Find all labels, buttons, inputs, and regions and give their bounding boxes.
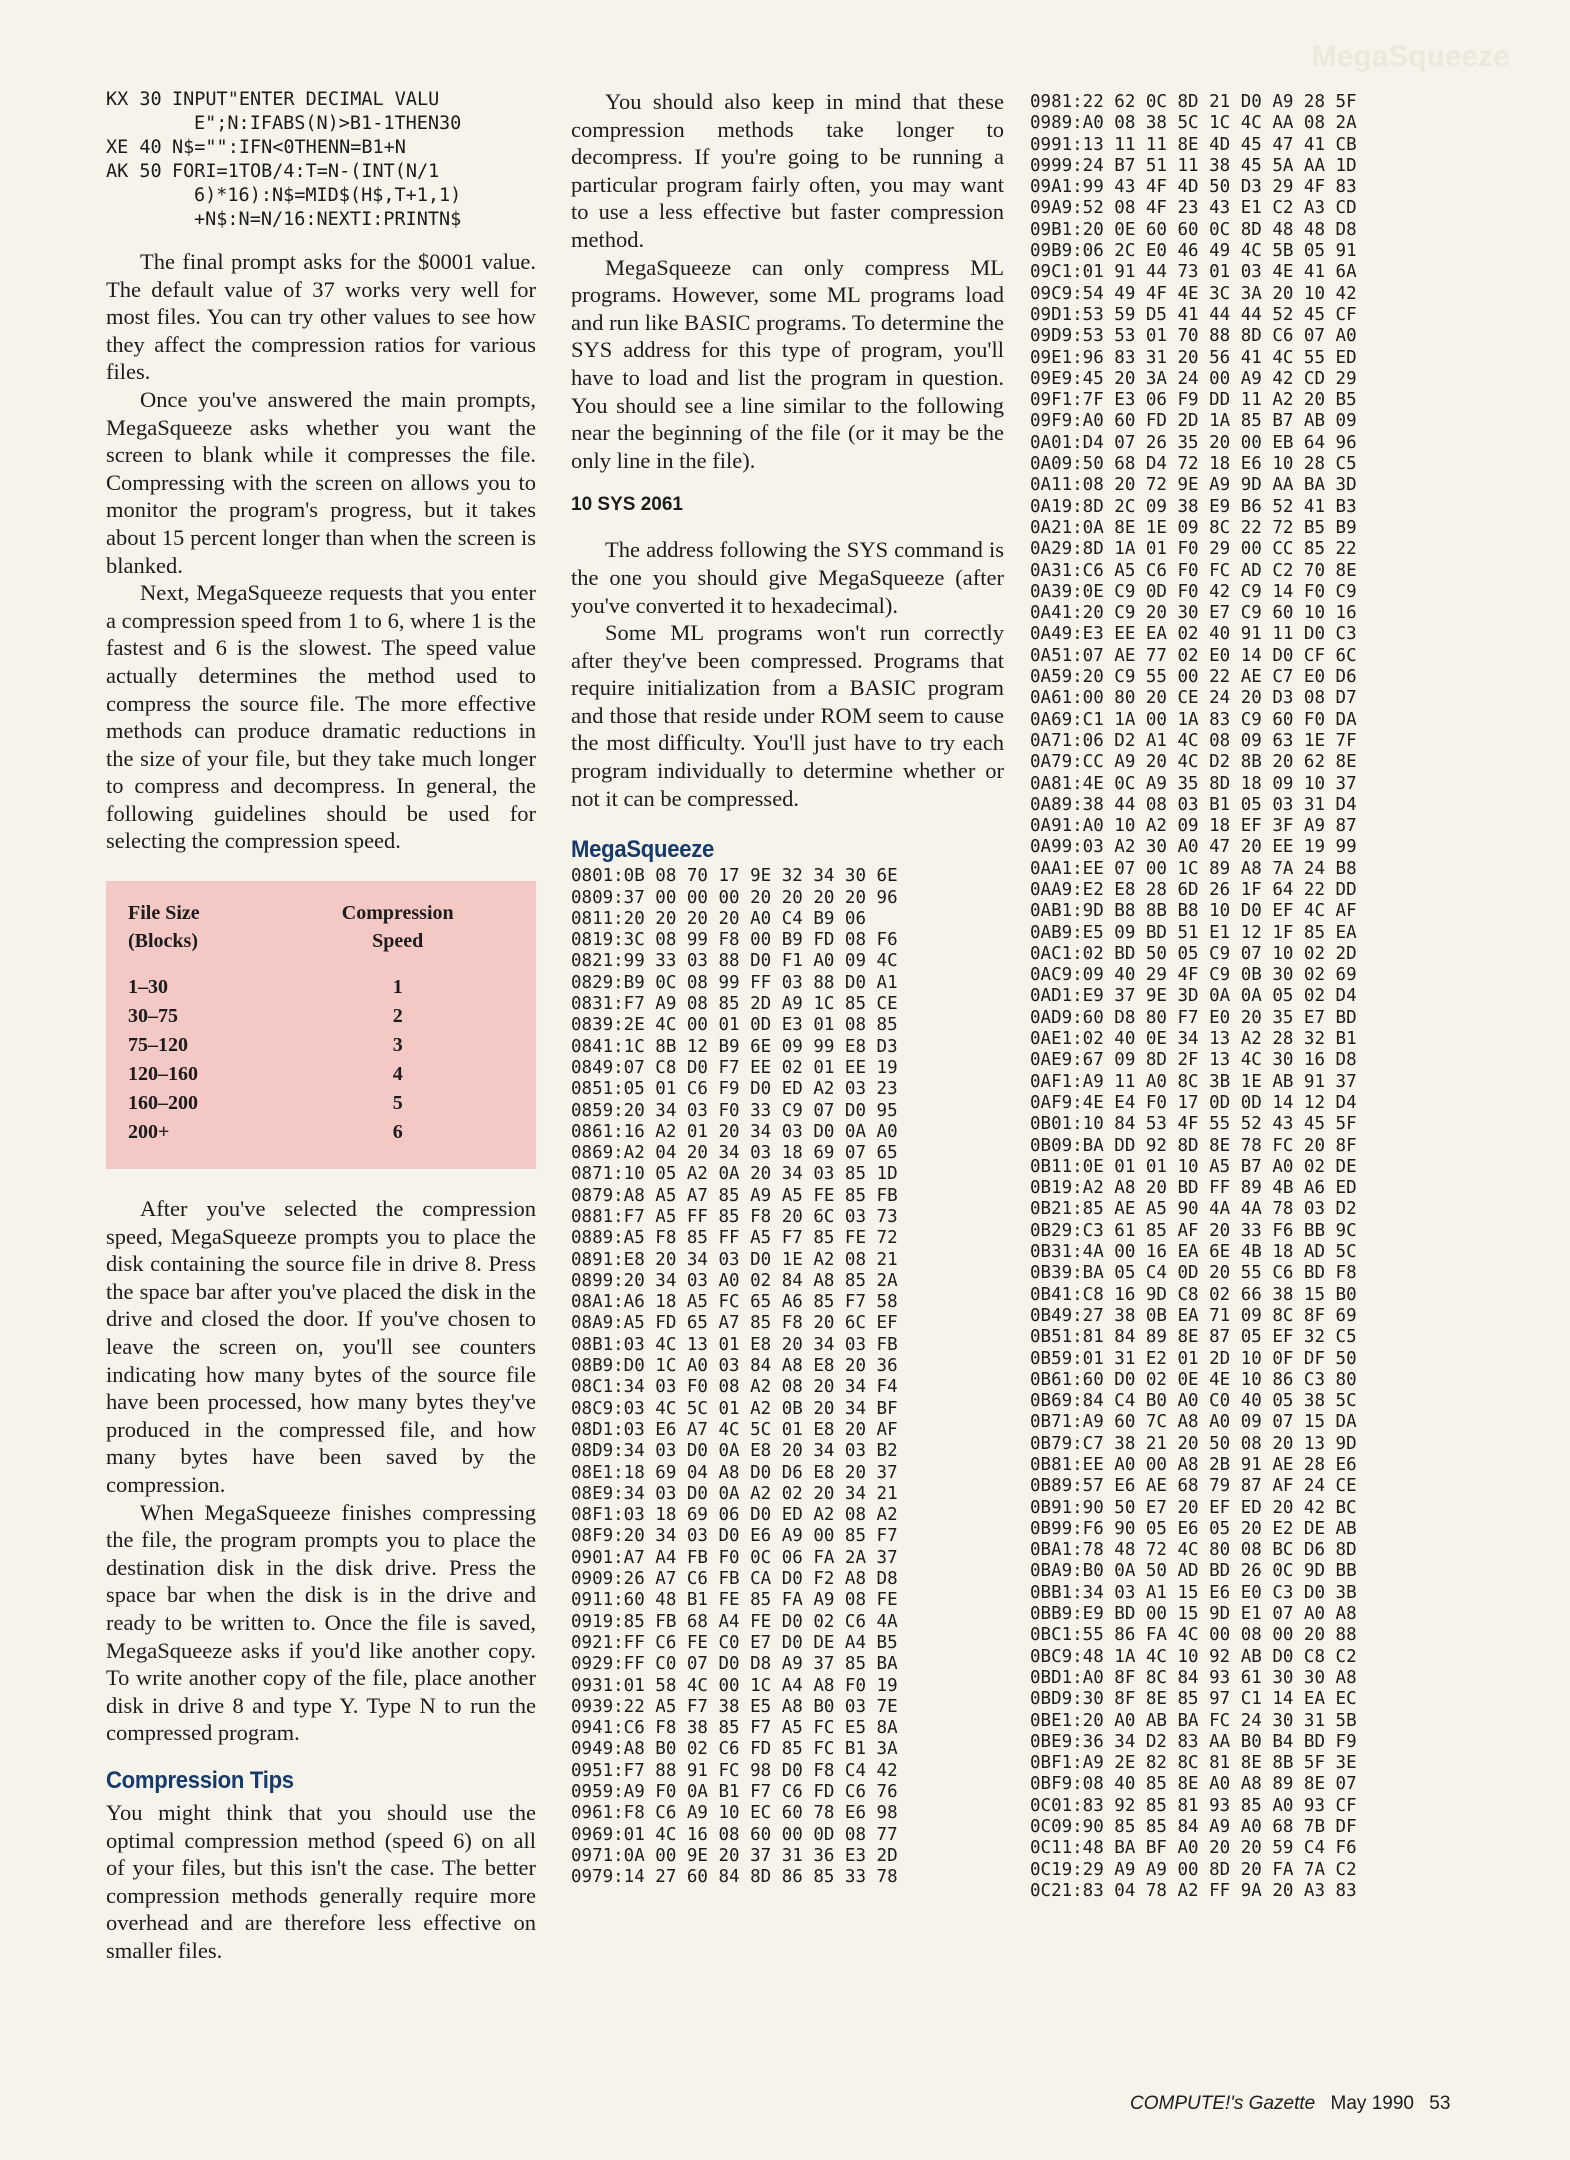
listing-code: +N$:N=N/16:NEXTI:PRINTN$ xyxy=(194,209,462,230)
hex-line: 0A71:06 D2 A1 4C 08 09 63 1E 7F xyxy=(1030,730,1357,751)
paragraph: The final prompt asks for the $0001 value. The default value of 37 works very well for most files. You can try other values to see how they affect the compression ratios for various files. xyxy=(106,249,536,385)
hex-line: 0861:16 A2 01 20 34 03 D0 0A A0 xyxy=(571,1121,898,1142)
hex-line: 0BB1:34 03 A1 15 E6 E0 C3 D0 3B xyxy=(1030,1582,1357,1603)
speed-cell: 2 xyxy=(392,1005,403,1028)
hex-line: 0A51:07 AE 77 02 E0 14 D0 CF 6C xyxy=(1030,645,1357,666)
paragraph: After you've selected the compression speed, MegaSqueeze prompts you to place the disk containing the source file in drive 8. Press the space bar after you've placed the disk in the drive and closed the door. If you've chosen to leave the screen on, you'll see counters indicating how many bytes of the source file have been processed, how many bytes they've produced in the compressed file, and how many bytes have been saved by the compression. xyxy=(106,1196,536,1497)
hex-line: 09A9:52 08 4F 23 43 E1 C2 A3 CD xyxy=(1030,198,1357,219)
hex-line: 0AF9:4E E4 F0 17 0D 0D 14 12 D4 xyxy=(1030,1092,1357,1113)
hex-line: 09C1:01 91 44 73 01 03 4E 41 6A xyxy=(1030,262,1357,283)
hex-line: 08F9:20 34 03 D0 E6 A9 00 85 F7 xyxy=(571,1526,898,1547)
hex-line: 0AD9:60 D8 80 F7 E0 20 35 E7 BD xyxy=(1030,1007,1357,1028)
table-row xyxy=(128,1060,516,1089)
hex-line: 0C21:83 04 78 A2 FF 9A 20 A3 83 xyxy=(1030,1880,1357,1901)
hex-line: 0BC1:55 86 FA 4C 00 08 00 20 88 xyxy=(1030,1625,1357,1646)
table-row xyxy=(128,973,516,1002)
listing-line xyxy=(106,160,536,184)
file-size-cell: 75–120 xyxy=(128,1034,188,1057)
hex-line: 0AF1:A9 11 A0 8C 3B 1E AB 91 37 xyxy=(1030,1071,1357,1092)
hex-line: 0BD9:30 8F 8E 85 97 C1 14 EA EC xyxy=(1030,1689,1357,1710)
speed-table-box xyxy=(106,881,536,1169)
article-body-part3 xyxy=(571,88,1004,474)
tips-body xyxy=(106,1799,536,1965)
heading-compression-tips: Compression Tips xyxy=(106,1766,294,1794)
hex-line: 08A1:A6 18 A5 FC 65 A6 85 F7 58 xyxy=(571,1292,898,1313)
file-size-cell: 120–160 xyxy=(128,1063,198,1086)
hex-line: 0A61:00 80 20 CE 24 20 D3 08 D7 xyxy=(1030,688,1357,709)
hex-line: 08B1:03 4C 13 01 E8 20 34 03 FB xyxy=(571,1334,898,1355)
hex-line: 0901:A7 A4 FB F0 0C 06 FA 2A 37 xyxy=(571,1547,898,1568)
table-row xyxy=(128,1118,516,1147)
hex-line: 0999:24 B7 51 11 38 45 5A AA 1D xyxy=(1030,155,1357,176)
hex-line: 0B29:C3 61 85 AF 20 33 F6 BB 9C xyxy=(1030,1220,1357,1241)
hex-line: 0931:01 58 4C 00 1C A4 A8 F0 19 xyxy=(571,1675,898,1696)
hex-line: 0A39:0E C9 0D F0 42 C9 14 F0 C9 xyxy=(1030,581,1357,602)
listing-code: E";N:IFABS(N)>B1-1THEN30 xyxy=(194,113,462,134)
hex-line: 0A19:8D 2C 09 38 E9 B6 52 41 B3 xyxy=(1030,496,1357,517)
heading-listing: MegaSqueeze xyxy=(571,836,714,864)
hex-line: 0B61:60 D0 02 0E 4E 10 86 C3 80 xyxy=(1030,1369,1357,1390)
hex-line: 0A99:03 A2 30 A0 47 20 EE 19 99 xyxy=(1030,837,1357,858)
hex-line: 0961:F8 C6 A9 10 EC 60 78 E6 98 xyxy=(571,1803,898,1824)
paragraph: Some ML programs won't run correctly after they've been compressed. Programs that require initialization from a BASIC program and those that reside under ROM seem to cause the most difficulty. You'll just have to try each program individually to determine whether or not it can be compressed. xyxy=(571,620,1004,811)
hex-line: 0801:0B 08 70 17 9E 32 34 30 6E xyxy=(571,866,898,887)
hex-line: 0819:3C 08 99 F8 00 B9 FD 08 F6 xyxy=(571,930,898,951)
listing-line xyxy=(106,112,536,136)
hex-line: 0991:13 11 11 8E 4D 45 47 41 CB xyxy=(1030,134,1357,155)
listing-code: 6)*16):N$=MID$(H$,T+1,1) xyxy=(194,185,462,206)
hex-line: 0B21:85 AE A5 90 4A 4A 78 03 D2 xyxy=(1030,1199,1357,1220)
hex-line: 0889:A5 F8 85 FF A5 F7 85 FE 72 xyxy=(571,1228,898,1249)
hex-line: 0B51:81 84 89 8E 87 05 EF 32 C5 xyxy=(1030,1327,1357,1348)
listing-line xyxy=(106,208,536,232)
hex-line: 0BD1:A0 8F 8C 84 93 61 30 30 A8 xyxy=(1030,1667,1357,1688)
hex-line: 0B69:84 C4 B0 A0 C0 40 05 38 5C xyxy=(1030,1391,1357,1412)
hex-line: 09D1:53 59 D5 41 44 44 52 45 CF xyxy=(1030,304,1357,325)
hex-line: 09B1:20 0E 60 60 0C 8D 48 48 D8 xyxy=(1030,219,1357,240)
paragraph: The address following the SYS command is the one you should give MegaSqueeze (after you've converted it to hexadecimal). xyxy=(571,537,1004,618)
hex-line: 0BE9:36 34 D2 83 AA B0 B4 BD F9 xyxy=(1030,1731,1357,1752)
sys-example: 10 SYS 2061 xyxy=(571,494,683,516)
hex-line: 0869:A2 04 20 34 03 18 69 07 65 xyxy=(571,1143,898,1164)
hex-line: 09D9:53 53 01 70 88 8D C6 07 A0 xyxy=(1030,326,1357,347)
hex-line: 0881:F7 A5 FF 85 F8 20 6C 03 73 xyxy=(571,1207,898,1227)
header-file-size: File Size (Blocks) xyxy=(128,902,200,953)
hex-line: 09B9:06 2C E0 46 49 4C 5B 05 91 xyxy=(1030,241,1357,262)
checksum-tag xyxy=(106,112,172,136)
hex-line: 0B81:EE A0 00 A8 2B 91 AE 28 E6 xyxy=(1030,1455,1357,1475)
hex-line: 0811:20 20 20 20 A0 C4 B9 06 xyxy=(571,908,867,929)
hex-line: 0B41:C8 16 9D C8 02 66 38 15 B0 xyxy=(1030,1284,1357,1305)
hex-line: 0B59:01 31 E2 01 2D 10 0F DF 50 xyxy=(1030,1348,1357,1369)
hex-line: 0A29:8D 1A 01 F0 29 00 CC 85 22 xyxy=(1030,539,1357,560)
hex-line: 0A01:D4 07 26 35 20 00 EB 64 96 xyxy=(1030,432,1357,453)
speed-table-rows xyxy=(128,973,516,1147)
hex-line: 08B9:D0 1C A0 03 84 A8 E8 20 36 xyxy=(571,1356,898,1377)
basic-listing xyxy=(106,88,536,232)
hex-listing-part1 xyxy=(571,866,1004,1888)
file-size-cell: 30–75 xyxy=(128,1005,178,1028)
hex-line: 0B31:4A 00 16 EA 6E 4B 18 AD 5C xyxy=(1030,1242,1357,1263)
hex-line: 0A79:CC A9 20 4C D2 8B 20 62 8E xyxy=(1030,752,1357,773)
hex-line: 0B71:A9 60 7C A8 A0 09 07 15 DA xyxy=(1030,1412,1357,1433)
hex-line: 08A9:A5 FD 65 A7 85 F8 20 6C EF xyxy=(571,1313,898,1334)
hex-line: 0849:07 C8 D0 F7 EE 02 01 EE 19 xyxy=(571,1057,898,1078)
hex-line: 0C01:83 92 85 81 93 85 A0 93 CF xyxy=(1030,1795,1357,1816)
hex-line: 0A41:20 C9 20 30 E7 C9 60 10 16 xyxy=(1030,603,1357,624)
hex-line: 09C9:54 49 4F 4E 3C 3A 20 10 42 xyxy=(1030,283,1357,304)
page-number: 53 xyxy=(1429,2093,1451,2114)
article-body-part4 xyxy=(571,536,1004,812)
hex-line: 0809:37 00 00 00 20 20 20 20 96 xyxy=(571,887,898,908)
tips-paragraph: You might think that you should use the optimal compression method (speed 6) on all of your files, but this isn't the case. The better compression methods generally require more overhead and are therefore less effective on smaller files. xyxy=(106,1799,536,1963)
hex-line: 0821:99 33 03 88 D0 F1 A0 09 4C xyxy=(571,951,898,972)
hex-line: 0B39:BA 05 C4 0D 20 55 C6 BD F8 xyxy=(1030,1263,1357,1284)
hex-line: 0831:F7 A9 08 85 2D A9 1C 85 CE xyxy=(571,994,898,1015)
hex-line: 08F1:03 18 69 06 D0 ED A2 08 A2 xyxy=(571,1505,898,1526)
hex-line: 0BF1:A9 2E 82 8C 81 8E 8B 5F 3E xyxy=(1030,1753,1357,1774)
hex-line: 0B89:57 E6 AE 68 79 87 AF 24 CE xyxy=(1030,1476,1357,1497)
listing-line xyxy=(106,184,536,208)
paragraph: Once you've answered the main prompts, MegaSqueeze asks whether you want the screen to blank while it compresses the file. Compressing with the screen on allows you to monitor the program's progress, but it takes about 15 percent longer than when the screen is blanked. xyxy=(106,386,536,578)
hex-line: 0981:22 62 0C 8D 21 D0 A9 28 5F xyxy=(1030,92,1357,112)
paragraph: Next, MegaSqueeze requests that you enter a compression speed from 1 to 6, where 1 is the fastest and 6 is the slowest. The speed value actually determines the method used to compress the source file. The more effective methods can produce dramatic reductions in the size of your file, but they take much longer to compress and decompress. In general, the following guidelines should be used for selecting the compression speed. xyxy=(106,580,536,854)
hex-line: 0B01:10 84 53 4F 55 52 43 45 5F xyxy=(1030,1114,1357,1135)
speed-cell: 4 xyxy=(392,1063,403,1086)
hex-line: 0A49:E3 EE EA 02 40 91 11 D0 C3 xyxy=(1030,624,1357,645)
hex-line: 08D1:03 E6 A7 4C 5C 01 E8 20 AF xyxy=(571,1419,898,1440)
hex-line: 0B91:90 50 E7 20 EF ED 20 42 BC xyxy=(1030,1497,1357,1518)
hex-line: 0899:20 34 03 A0 02 84 A8 85 2A xyxy=(571,1270,898,1291)
paragraph: When MegaSqueeze finishes compressing the file, the program prompts you to place the destination disk in the disk drive. Press the space bar when the disk is in the drive and ready to be written to. Once the file is saved, MegaSqueeze asks if you'd like another copy. To write another copy of the file, place another disk in drive 8 and type Y. Type N to run the compressed program. xyxy=(106,1499,536,1746)
checksum-tag: KX 30 xyxy=(106,89,162,110)
hex-line: 0A89:38 44 08 03 B1 05 03 31 D4 xyxy=(1030,794,1357,815)
hex-line: 0939:22 A5 F7 38 E5 A8 B0 03 7E xyxy=(571,1696,898,1717)
hex-line: 0AC9:09 40 29 4F C9 0B 30 02 69 xyxy=(1030,965,1357,986)
listing-code: N$="":IFN<0THENN=B1+N xyxy=(172,137,406,158)
hex-line: 0841:1C 8B 12 B9 6E 09 99 E8 D3 xyxy=(571,1036,898,1057)
hex-line: 09F1:7F E3 06 F9 DD 11 A2 20 B5 xyxy=(1030,390,1357,411)
hex-line: 0A81:4E 0C A9 35 8D 18 09 10 37 xyxy=(1030,773,1357,794)
speed-cell: 5 xyxy=(392,1092,403,1115)
hex-line: 0BA1:78 48 72 4C 80 08 BC D6 8D xyxy=(1030,1540,1357,1561)
hex-line: 0959:A9 F0 0A B1 F7 C6 FD C6 76 xyxy=(571,1782,898,1803)
article-body-part1 xyxy=(106,248,536,855)
hex-line: 0859:20 34 03 F0 33 C9 07 D0 95 xyxy=(571,1100,898,1121)
checksum-tag xyxy=(106,184,172,208)
hex-line: 09E9:45 20 3A 24 00 A9 42 CD 29 xyxy=(1030,368,1357,389)
hex-line: 0AB1:9D B8 8B B8 10 D0 EF 4C AF xyxy=(1030,901,1357,922)
hex-line: 0829:B9 0C 08 99 FF 03 88 D0 A1 xyxy=(571,972,898,993)
hex-line: 0839:2E 4C 00 01 0D E3 01 08 85 xyxy=(571,1015,898,1036)
hex-line: 0A21:0A 8E 1E 09 8C 22 72 B5 B9 xyxy=(1030,517,1357,538)
hex-line: 0BB9:E9 BD 00 15 9D E1 07 A0 A8 xyxy=(1030,1604,1357,1625)
hex-line: 0879:A8 A5 A7 85 A9 A5 FE 85 FB xyxy=(571,1185,898,1206)
hex-line: 0851:05 01 C6 F9 D0 ED A2 03 23 xyxy=(571,1079,898,1100)
hex-line: 08D9:34 03 D0 0A E8 20 34 03 B2 xyxy=(571,1441,898,1462)
listing-line xyxy=(106,88,536,112)
hex-line: 0921:FF C6 FE C0 E7 D0 DE A4 B5 xyxy=(571,1632,898,1653)
table-row xyxy=(128,1031,516,1060)
hex-line: 0BA9:B0 0A 50 AD BD 26 0C 9D BB xyxy=(1030,1561,1357,1582)
listing-code: INPUT"ENTER DECIMAL VALU xyxy=(172,89,440,110)
page-footer xyxy=(1130,2093,1460,2115)
hex-line: 0A11:08 20 72 9E A9 9D AA BA 3D xyxy=(1030,475,1357,496)
hex-line: 0C11:48 BA BF A0 20 20 59 C4 F6 xyxy=(1030,1838,1357,1859)
checksum-tag xyxy=(106,208,172,232)
hex-line: 0909:26 A7 C6 FB CA D0 F2 A8 D8 xyxy=(571,1569,898,1590)
hex-line: 08C1:34 03 F0 08 A2 08 20 34 F4 xyxy=(571,1377,898,1398)
hex-line: 0B09:BA DD 92 8D 8E 78 FC 20 8F xyxy=(1030,1135,1357,1156)
hex-line: 0941:C6 F8 38 85 F7 A5 FC E5 8A xyxy=(571,1718,898,1739)
hex-line: 0969:01 4C 16 08 60 00 0D 08 77 xyxy=(571,1824,898,1845)
column-right xyxy=(1030,92,1462,1902)
hex-line: 0AD1:E9 37 9E 3D 0A 0A 05 02 D4 xyxy=(1030,986,1357,1007)
hex-line: 0971:0A 00 9E 20 37 31 36 E3 2D xyxy=(571,1845,898,1866)
magazine-name: COMPUTE!'s Gazette xyxy=(1130,2093,1316,2114)
hex-line: 0A91:A0 10 A2 09 18 EF 3F A9 87 xyxy=(1030,816,1357,837)
hex-line: 0B99:F6 90 05 E6 05 20 E2 DE AB xyxy=(1030,1518,1357,1539)
checksum-tag: AK 50 xyxy=(106,161,162,182)
hex-line: 0A59:20 C9 55 00 22 AE C7 E0 D6 xyxy=(1030,667,1357,688)
hex-line: 09F9:A0 60 FD 2D 1A 85 B7 AB 09 xyxy=(1030,411,1357,432)
hex-line: 0891:E8 20 34 03 D0 1E A2 08 21 xyxy=(571,1249,898,1270)
table-row xyxy=(128,1002,516,1031)
hex-line: 0B49:27 38 0B EA 71 09 8C 8F 69 xyxy=(1030,1305,1357,1326)
listing-code: FORI=1TOB/4:T=N-(INT(N/1 xyxy=(172,161,440,182)
hex-line: 0AE1:02 40 0E 34 13 A2 28 32 B1 xyxy=(1030,1029,1357,1050)
article-body-part2 xyxy=(106,1195,536,1747)
speed-cell: 3 xyxy=(392,1034,403,1057)
hex-line: 08E1:18 69 04 A8 D0 D6 E8 20 37 xyxy=(571,1462,898,1483)
hex-line: 0AA1:EE 07 00 1C 89 A8 7A 24 B8 xyxy=(1030,858,1357,879)
hex-line: 0C19:29 A9 A9 00 8D 20 FA 7A C2 xyxy=(1030,1859,1357,1880)
hex-line: 0AB9:E5 09 BD 51 E1 12 1F 85 EA xyxy=(1030,922,1357,943)
hex-line: 0C09:90 85 85 84 A9 A0 68 7B DF xyxy=(1030,1817,1357,1838)
table-row xyxy=(128,1089,516,1118)
speed-cell: 1 xyxy=(392,976,403,999)
masthead-title: MegaSqueeze xyxy=(1311,40,1510,73)
hex-line: 0911:60 48 B1 FE 85 FA A9 08 FE xyxy=(571,1590,898,1611)
hex-line: 0929:FF C0 07 D0 D8 A9 37 85 BA xyxy=(571,1654,898,1675)
hex-line: 0989:A0 08 38 5C 1C 4C AA 08 2A xyxy=(1030,113,1357,134)
hex-line: 0AA9:E2 E8 28 6D 26 1F 64 22 DD xyxy=(1030,879,1357,900)
column-left xyxy=(106,88,536,1965)
hex-listing-part2 xyxy=(1030,92,1462,1902)
hex-line: 0871:10 05 A2 0A 20 34 03 85 1D xyxy=(571,1164,898,1185)
hex-line: 0951:F7 88 91 FC 98 D0 F8 C4 42 xyxy=(571,1760,898,1781)
hex-line: 0919:85 FB 68 A4 FE D0 02 C6 4A xyxy=(571,1611,898,1632)
hex-line: 09E1:96 83 31 20 56 41 4C 55 ED xyxy=(1030,347,1357,368)
paragraph: You should also keep in mind that these compression methods take longer to decompress. If you're going to be running a particular program fairly often, you may want to use a less effective but faster compression method. xyxy=(571,89,1004,252)
hex-line: 0B19:A2 A8 20 BD FF 89 4B A6 ED xyxy=(1030,1178,1357,1199)
hex-line: 09A1:99 43 4F 4D 50 D3 29 4F 83 xyxy=(1030,177,1357,198)
checksum-tag: XE 40 xyxy=(106,137,162,158)
hex-line: 0A09:50 68 D4 72 18 E6 10 28 C5 xyxy=(1030,454,1357,475)
hex-line: 0BC9:48 1A 4C 10 92 AB D0 C8 C2 xyxy=(1030,1646,1357,1667)
hex-line: 0AC1:02 BD 50 05 C9 07 10 02 2D xyxy=(1030,943,1357,964)
file-size-cell: 160–200 xyxy=(128,1092,198,1115)
speed-table xyxy=(128,899,516,1147)
hex-line: 0AE9:67 09 8D 2F 13 4C 30 16 D8 xyxy=(1030,1050,1357,1071)
hex-line: 0979:14 27 60 84 8D 86 85 33 78 xyxy=(571,1867,898,1888)
paragraph: MegaSqueeze can only compress ML programs. However, some ML programs load and run like BASIC programs. To determine the SYS address for this type of program, you'll have to load and list the program in question. You should see a line similar to the following near the beginning of the file (or it may be the only line in the file). xyxy=(571,254,1004,473)
hex-line: 0A31:C6 A5 C6 F0 FC AD C2 70 8E xyxy=(1030,560,1357,581)
hex-line: 0B79:C7 38 21 20 50 08 20 13 9D xyxy=(1030,1433,1357,1454)
column-middle xyxy=(571,88,1004,1889)
hex-line: 0BE1:20 A0 AB BA FC 24 30 31 5B xyxy=(1030,1710,1357,1731)
file-size-cell: 1–30 xyxy=(128,976,168,999)
hex-line: 0BF9:08 40 85 8E A0 A8 89 8E 07 xyxy=(1030,1774,1357,1795)
issue-date: May 1990 xyxy=(1330,2093,1414,2114)
file-size-cell: 200+ xyxy=(128,1121,170,1144)
speed-cell: 6 xyxy=(392,1121,403,1144)
hex-line: 0B11:0E 01 01 10 A5 B7 A0 02 DE xyxy=(1030,1156,1357,1177)
hex-line: 0A69:C1 1A 00 1A 83 C9 60 F0 DA xyxy=(1030,709,1357,730)
hex-line: 0949:A8 B0 02 C6 FD 85 FC B1 3A xyxy=(571,1739,898,1760)
listing-line xyxy=(106,136,536,160)
hex-line: 08E9:34 03 D0 0A A2 02 20 34 21 xyxy=(571,1483,898,1504)
header-compression-speed: Compression Speed xyxy=(341,902,454,953)
hex-line: 08C9:03 4C 5C 01 A2 0B 20 34 BF xyxy=(571,1398,898,1419)
